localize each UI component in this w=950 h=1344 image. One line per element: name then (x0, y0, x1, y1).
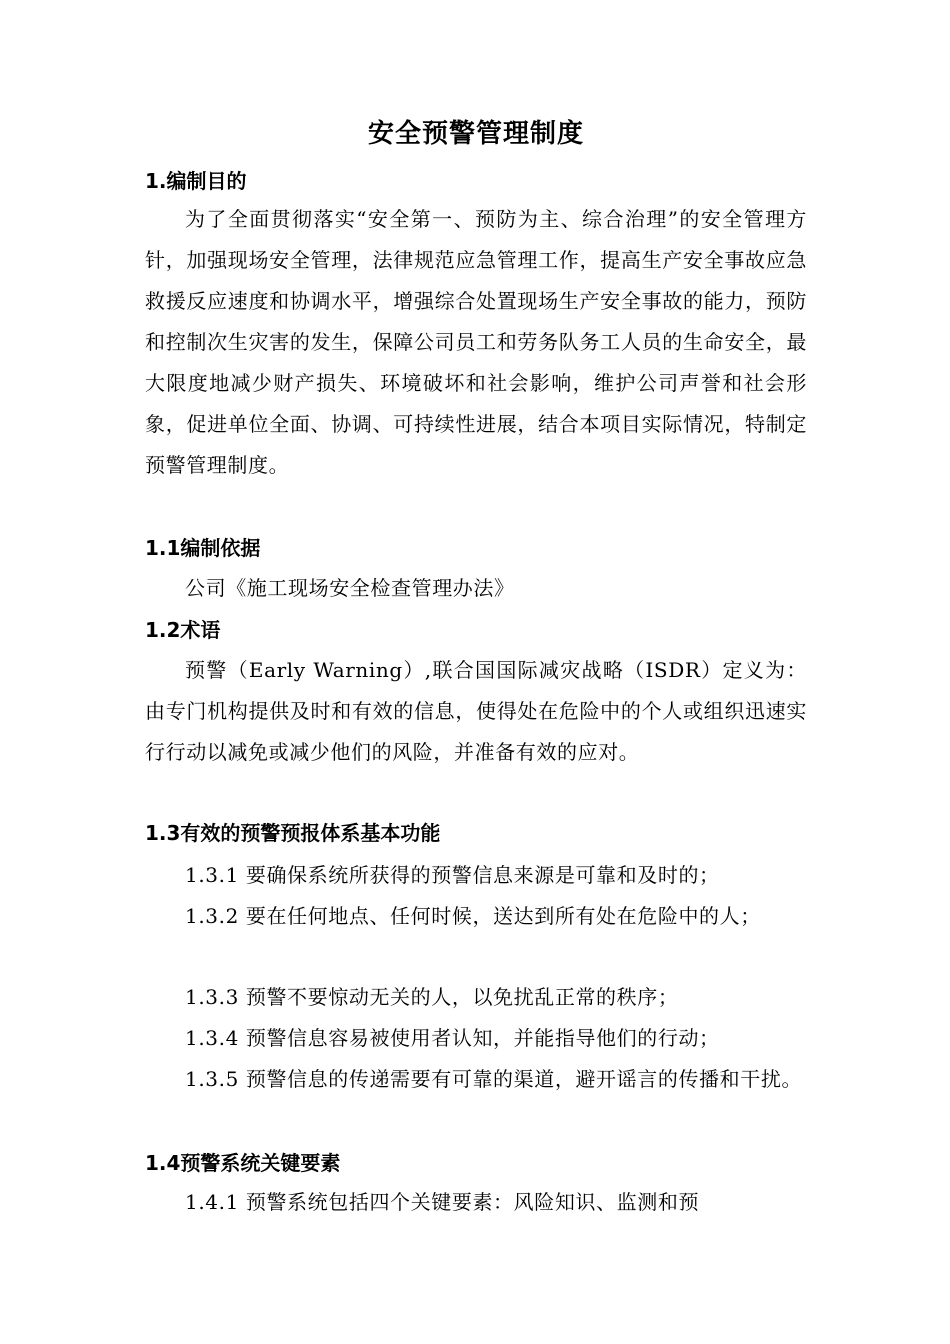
section-paragraph-1-2: 预警（Early Warning）,联合国国际减灾战略（ISDR）定义为：由专门机构提供及时和有效的信息，使得处在危险中的个人或组织迅速实行行动以减免或减少他们的风险，并准备有效的应对。 (145, 658, 807, 764)
list-item-1-3-2: 1.3.2 要在任何地点、任何时候，送达到所有处在危险中的人； (185, 904, 761, 928)
section-heading-1-3: 1.3有效的预警预报体系基本功能 (145, 821, 441, 845)
section-paragraph-1: 为了全面贯彻落实“安全第一、预防为主、综合治理”的安全管理方针，加强现场安全管理，法律规范应急管理工作，提高生产安全事故应急救援反应速度和协调水平，增强综合处置现场生产安全事故的能力，预防和控制次生灾害的发生，保障公司员工和劳务队务工人员的生命安全，最大限度地减少财产损失、环境破坏和社会影响，维护公司声誉和社会形象，促进单位全面、协调、可持续性进展，结合本项目实际情况，特制定预警管理制度。 (145, 207, 807, 477)
list-item-1-3-1: 1.3.1 要确保系统所获得的预警信息来源是可靠和及时的； (185, 863, 720, 887)
section-paragraph-1-1: 公司《施工现场安全检查管理办法》 (185, 576, 515, 600)
section-heading-1-4: 1.4预警系统关键要素 (145, 1151, 341, 1175)
section-heading-1-1: 1.1编制依据 (145, 536, 261, 560)
section-heading-1: 1.编制目的 (145, 169, 247, 193)
section-heading-1-2: 1.2术语 (145, 618, 221, 642)
list-item-1-3-4: 1.3.4 预警信息容易被使用者认知，并能指导他们的行动； (185, 1026, 720, 1050)
document-title: 安全预警管理制度 (367, 119, 584, 149)
list-item-1-3-5: 1.3.5 预警信息的传递需要有可靠的渠道，避开谣言的传播和干扰。 (185, 1067, 803, 1091)
list-item-1-4-1: 1.4.1 预警系统包括四个关键要素：风险知识、监测和预 (185, 1190, 700, 1214)
list-item-1-3-3: 1.3.3 预警不要惊动无关的人，以免扰乱正常的秩序； (185, 985, 679, 1009)
